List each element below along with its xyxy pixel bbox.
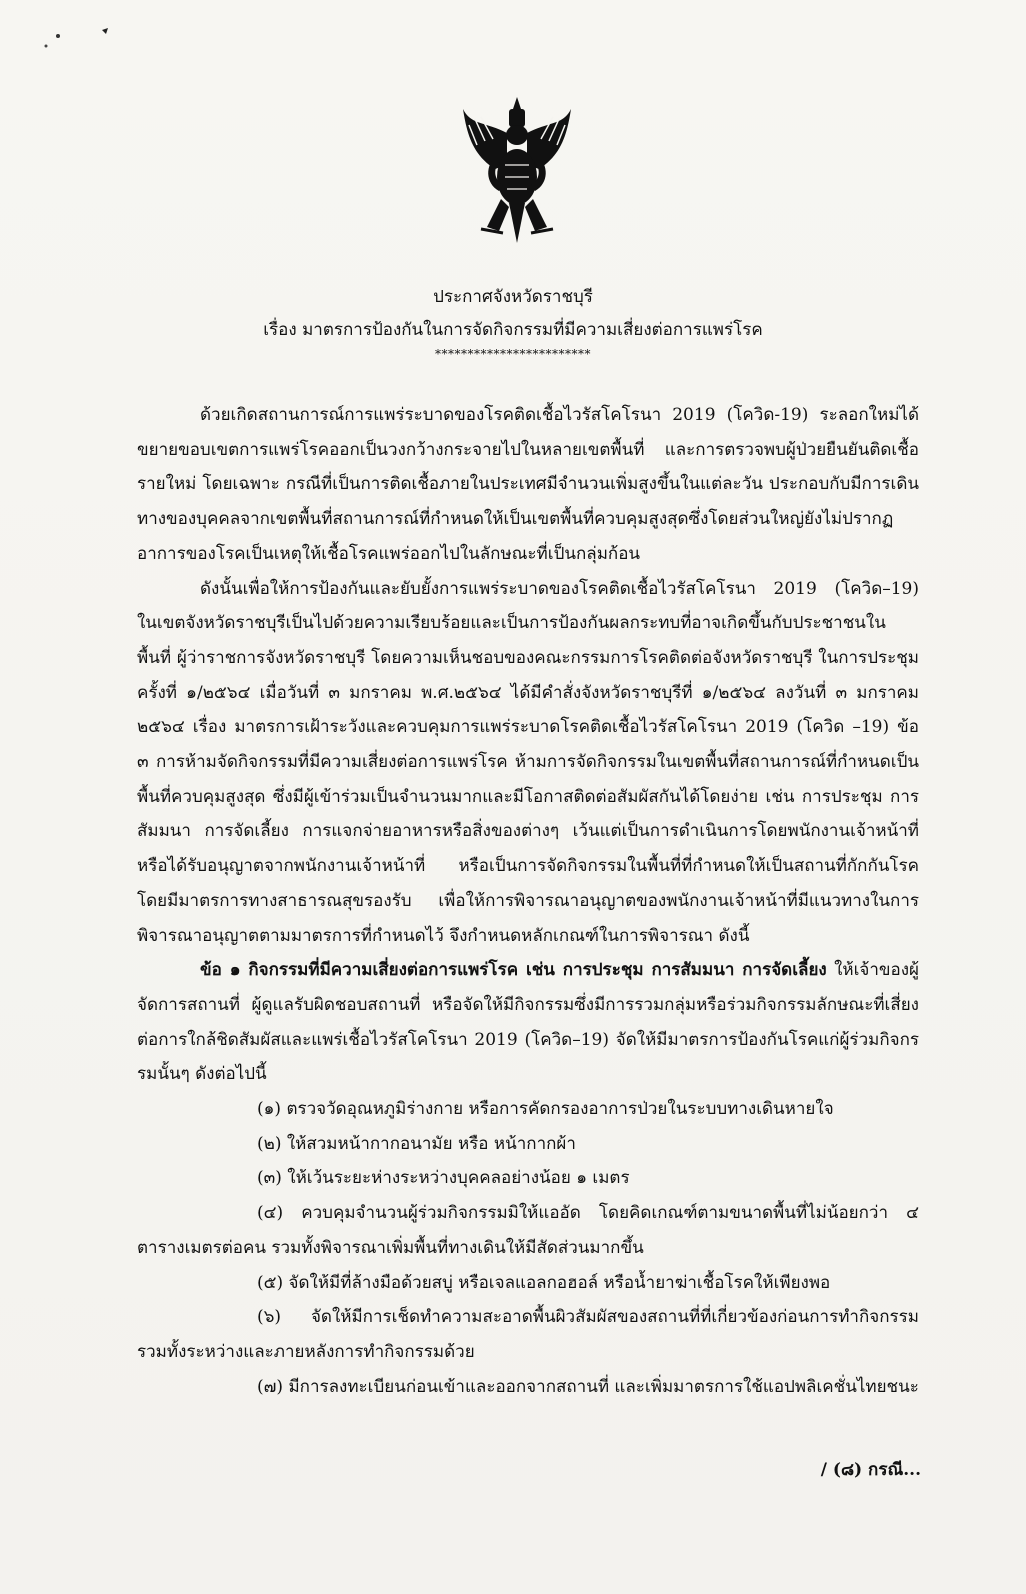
announcement-title: ประกาศจังหวัดราชบุรี (433, 287, 593, 307)
announcement-subject: เรื่อง มาตรการป้องกันในการจัดกิจกรรมที่มีความเสี่ยงต่อการแพร่โรค (263, 320, 763, 340)
measure-item-5: (๕) จัดให้มีที่ล้างมือด้วยสบู่ หรือเจลแอลกอฮอล์ หรือน้ำยาฆ่าเชื้อโรคให้เพียงพอ (257, 1272, 831, 1293)
measure-item-7: (๗) มีการลงทะเบียนก่อนเข้าและออกจากสถานที่ และเพิ่มมาตรการใช้แอปพลิเคชั่นไทยชนะ (257, 1376, 919, 1397)
clause-1-text: ให้เจ้าของผู้จัดการสถานที่ ผู้ดูแลรับผิดชอบสถานที่ หรือจัดให้มีกิจกรรมซึ่งมีการรวมกลุ่มหรือร่วมกิจกรรมลักษณะที่เสี่ยงต่อการใกล้ชิดสัมผัสและแพร่เชื้อไวรัสโคโรนา 2019 (โควิด–19) จัดให้มีมาตรการป้องกันโรคแก่ผู้ร่วมกิจกรรมนั้นๆ ดังต่อไปนี้ (137, 960, 919, 1085)
clause-1-heading: ข้อ ๑ กิจกรรมที่มีความเสี่ยงต่อการแพร่โรค เช่น การประชุม การสัมมนา การจัดเลี้ยง (200, 960, 827, 981)
scan-specks (30, 20, 130, 60)
measure-item-1: (๑) ตรวจวัดอุณหภูมิร่างกาย หรือการคัดกรองอาการป่วยในระบบทางเดินหายใจ (257, 1099, 834, 1120)
measure-item-3: (๓) ให้เว้นระยะห่างระหว่างบุคคลอย่างน้อย ๑ เมตร (257, 1168, 630, 1189)
paragraph-background: ด้วยเกิดสถานการณ์การแพร่ระบาดของโรคติดเชื้อไวรัสโคโรนา 2019 (โควิด-19) ระลอกใหม่ได้ขยายขอบเขตการแพร่โรคออกเป็นวงกว้างกระจายไปในหลายเขตพื้นที่ และการตรวจพบผู้ป่วยยืนยันติดเชื้อรายใหม่ โดยเฉพาะ กรณีที่เป็นการติดเชื้อภายในประเทศมีจำนวนเพิ่มสูงขึ้นในแต่ละวัน ประกอบกับมีการเดินทางของบุคคลจากเขตพื้นที่สถานการณ์ที่กำหนดให้เป็นเขตพื้นที่ควบคุมสูงสุดซึ่งโดยส่วนใหญ่ยังไม่ปรากฏอาการของโรคเป็นเหตุให้เชื้อโรคแพร่ออกไปในลักษณะที่เป็นกลุ่มก้อน (137, 405, 919, 564)
page-continuation: / (๘) กรณี... (820, 1460, 921, 1480)
measure-item-4: (๔) ควบคุมจำนวนผู้ร่วมกิจกรรมมิให้แออัด โดยคิดเกณฑ์ตามขนาดพื้นที่ไม่น้อยกว่า ๔ ตารางเมตรต่อคน รวมทั้งพิจารณาเพิ่มพื้นที่ทางเดินให้มีสัดส่วนมากขึ้น (137, 1203, 919, 1258)
measure-item-2: (๒) ให้สวมหน้ากากอนามัย หรือ หน้ากากผ้า (257, 1133, 576, 1154)
paragraph-basis: ดังนั้นเพื่อให้การป้องกันและยับยั้งการแพร่ระบาดของโรคติดเชื้อไวรัสโคโรนา 2019 (โควิด–19) ในเขตจังหวัดราชบุรีเป็นไปด้วยความเรียบร้อยและเป็นการป้องกันผลกระทบที่อาจเกิดขึ้นกับประชาชนในพื้นที่ ผู้ว่าราชการจังหวัดราชบุรี โดยความเห็นชอบของคณะกรรมการโรคติดต่อจังหวัดราชบุรี ในการประชุมครั้งที่ ๑/๒๕๖๔ เมื่อวันที่ ๓ มกราคม พ.ศ.๒๕๖๔ ได้มีคำสั่งจังหวัดราชบุรีที่ ๑/๒๕๖๔ ลงวันที่ ๓ มกราคม ๒๕๖๔ เรื่อง มาตรการเฝ้าระวังและควบคุมการแพร่ระบาดโรคติดเชื้อไวรัสโคโรนา 2019 (โควิด –19) ข้อ ๓ การห้ามจัดกิจกรรมที่มีความเสี่ยงต่อการแพร่โรค ห้ามการจัดกิจกรรมในเขตพื้นที่สถานการณ์ที่กำหนดเป็นพื้นที่ควบคุมสูงสุด ซึ่งมีผู้เข้าร่วมเป็นจำนวนมากและมีโอกาสติดต่อสัมผัสกันได้โดยง่าย เช่น การประชุม การสัมมนา การจัดเลี้ยง การแจกจ่ายอาหารหรือสิ่งของต่างๆ เว้นแต่เป็นการดำเนินการโดยพนักงานเจ้าหน้าที่ หรือได้รับอนุญาตจากพนักงานเจ้าหน้าที่ หรือเป็นการจัดกิจกรรมในพื้นที่ที่กำหนดให้เป็นสถานที่กักกันโรคโดยมีมาตรการทางสาธารณสุขรองรับ เพื่อให้การพิจารณาอนุญาตของพนักงานเจ้าหน้าที่มีแนวทางในการพิจารณาอนุญาตตามมาตรการที่กำหนดไว้ จึงกำหนดหลักเกณฑ์ในการพิจารณา ดังนี้ (137, 578, 919, 946)
clause-1 (137, 953, 919, 1092)
announcement-body (137, 398, 919, 1404)
garuda-emblem-icon (463, 95, 571, 245)
title-separator: ************************ (435, 347, 591, 361)
measure-item-6: (๖) จัดให้มีการเช็ดทำความสะอาดพื้นผิวสัมผัสของสถานที่ที่เกี่ยวข้องก่อนการทำกิจกรรม รวมทั้งระหว่างและภายหลังการทำกิจกรรมด้วย (137, 1307, 919, 1362)
